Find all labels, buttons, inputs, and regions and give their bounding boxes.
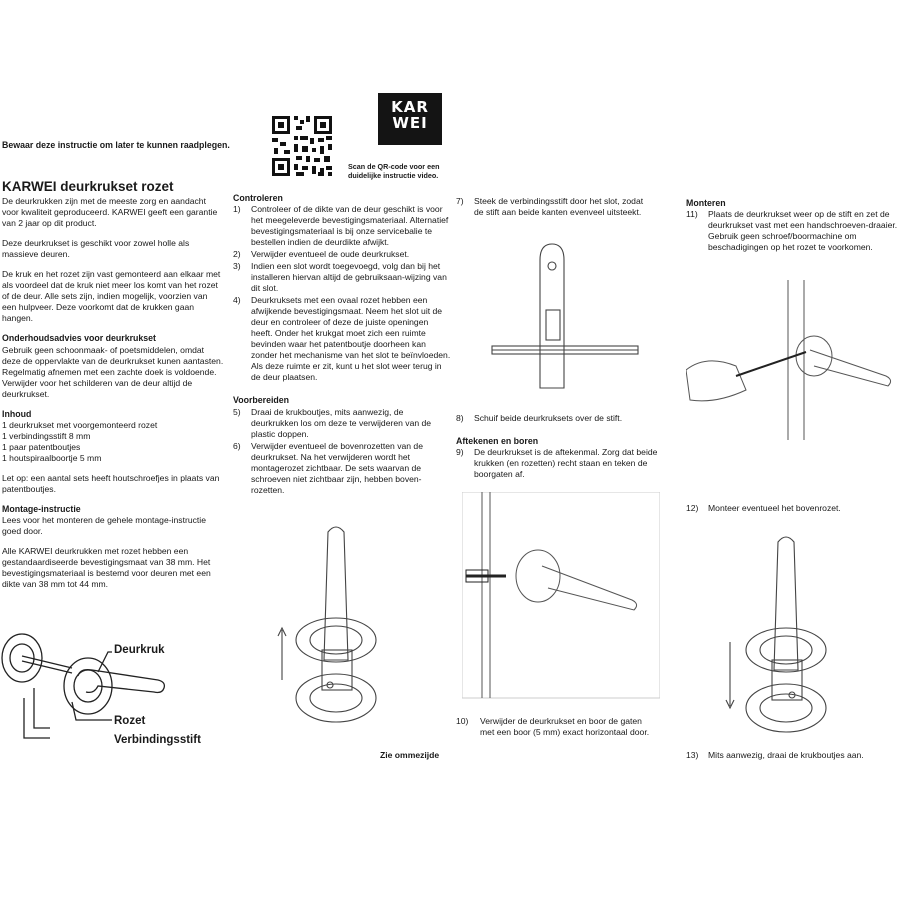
step-4 xyxy=(233,295,451,383)
step-text: Schuif beide deurkruksets over de stift. xyxy=(474,413,623,423)
step-text: Mits aanwezig, draai de krukboutjes aan. xyxy=(708,750,864,760)
list-item: 1 paar patentboutjes xyxy=(2,441,81,452)
top-rosette-illustration xyxy=(722,530,852,735)
step-number: 4) xyxy=(233,295,241,306)
mounted-text: De kruk en het rozet zijn vast gemonteerd aan elkaar met als voordeel dat de kruk niet meer los komt van het rozet of de deur. Alle sets zijn, indien mogelijk, voorzien van een hulpveer. Deze voorkomt dat de krukken gaan hangen. xyxy=(2,269,221,324)
step-text: Deurkruksets met een ovaal rozet hebben een afwijkende bevestigingsmaat. Neem het slot uit de deur en controleer of deze de juiste openingen heeft. Onder het krukgat moet zich een ruimte bevinden waar het patentboutje doorheen kan zonder het mechanisme van het slot te beïnvloeden. Als deze ruimte er zit, kunt u het slot weer terug in de deur plaatsen. xyxy=(251,295,451,383)
step-text: Plaats de deurkrukset weer op de stift en zet de deurkrukset vast met een handschroeven-draaier. Gebruik geen schroef/boormachine om beschadigingen op het rozet te voorkomen. xyxy=(708,209,898,253)
step-number: 6) xyxy=(233,440,241,451)
mount-heading: Monteren xyxy=(686,198,726,208)
label-rozet: Rozet xyxy=(114,715,146,727)
step-number: 3) xyxy=(233,261,241,272)
maintenance-heading: Onderhoudsadvies voor deurkrukset xyxy=(2,333,156,344)
keep-instruction-note: Bewaar deze instructie om later te kunnen raadplegen. xyxy=(2,140,230,150)
mounting-section xyxy=(686,198,898,254)
mounting-heading: Montage-instructie xyxy=(2,503,81,514)
step-5 xyxy=(233,407,451,440)
page-title: KARWEI deurkrukset rozet xyxy=(2,179,174,194)
step-text: Steek de verbindingsstift door het slot, zodat de stift aan beide kanten evenveel uitsteekt. xyxy=(474,196,644,217)
step-number: 13) xyxy=(686,750,699,760)
step-3 xyxy=(233,261,451,294)
step-7 xyxy=(456,196,652,219)
qr-code-icon[interactable] xyxy=(270,114,334,178)
label-deurkruk: Deurkruk xyxy=(114,644,165,656)
step-number: 7) xyxy=(456,196,464,206)
step-text: Controleer of de dikte van de deur geschikt is voor het meegeleverde bevestigingsmateriaal. Alternatief bevestigingsmateriaal is bij onze servicebalie te bestellen indien de deurdikte afwijkt. xyxy=(251,204,449,248)
step-number: 2) xyxy=(233,249,241,260)
screwdriver-mounting-illustration xyxy=(686,280,896,440)
logo-line-1: KAR xyxy=(391,98,429,116)
step-2 xyxy=(233,249,451,260)
intro-text: De deurkrukken zijn met de meeste zorg en aandacht voor kwaliteit geproduceerd. KARWEI geeft een garantie van 2 jaar op dit product. xyxy=(2,196,218,229)
logo-line-2: WEI xyxy=(392,114,428,132)
step-number: 5) xyxy=(233,406,241,417)
step-text: De deurkrukset is de aftekenmal. Zorg dat beide krukken (en rozetten) recht staan en teken de boorgaten af. xyxy=(474,447,658,480)
check-heading: Controleren xyxy=(233,193,283,203)
remove-rosette-illustration xyxy=(272,520,402,735)
list-item: 1 deurkrukset met voorgemonteerd rozet xyxy=(2,419,158,430)
step-12 xyxy=(686,503,898,515)
step-number: 8) xyxy=(456,413,464,423)
contents-list xyxy=(2,420,224,464)
step-10 xyxy=(456,716,658,739)
step-6 xyxy=(233,441,451,496)
step-number: 12) xyxy=(686,503,699,513)
step-text: Verwijder de deurkrukset en boor de gaten met een boor (5 mm) exact horizontaal door. xyxy=(480,716,650,737)
list-item: 1 verbindingsstift 8 mm xyxy=(2,430,91,441)
label-verbindingsstift: Verbindingsstift xyxy=(114,734,201,746)
intro-column xyxy=(2,178,224,599)
step-13 xyxy=(686,750,898,762)
qr-caption-line-1: Scan de QR-code voor een xyxy=(348,162,440,171)
see-overleaf: Zie ommezijde xyxy=(380,750,440,760)
maintenance-text: Gebruik geen schoonmaak- of poetsmiddelen, omdat deze de oppervlakte van de deurkrukset kunen aantasten. Regelmatig afnemen met een zachte doek is voldoende. Verwijder voor het schilderen van de deur altijd de deurkrukset. xyxy=(2,344,224,399)
mounting-text: Lees voor het monteren de gehele montage-instructie goed door. xyxy=(2,515,206,537)
step-number: 11) xyxy=(686,209,698,220)
qr-caption xyxy=(348,162,439,181)
standard-text: Alle KARWEI deurkrukken met rozet hebben een gestandaardiseerde bevestigingsmaat van 38 mm. Het bevestigingsmateriaal is bestemd voor deuren met een dikte van 38 mm tot 44 mm. xyxy=(2,546,211,590)
step-number: 1) xyxy=(233,204,241,215)
step-number: 10) xyxy=(456,716,469,726)
list-item: 1 houtspiraalboortje 5 mm xyxy=(2,452,102,463)
note-text: Let op: een aantal sets heeft houtschroefjes in plaats van patentboutjes. xyxy=(2,472,220,494)
contents-heading: Inhoud xyxy=(2,408,32,419)
mark-drill-holes-illustration xyxy=(462,492,660,700)
step-text: Monteer eventueel het bovenrozet. xyxy=(708,503,841,513)
step-text: Indien een slot wordt toegevoegd, volg dan bij het installeren hiervan altijd de gebruiksaan-wijzing van dit slot. xyxy=(251,261,447,294)
qr-caption-line-2: duidelijke instructie video. xyxy=(348,171,439,181)
suitability-text: Deze deurkrukset is geschikt voor zowel holle als massieve deuren. xyxy=(2,238,190,260)
step-text: Draai de krukboutjes, mits aanwezig, de deurkrukken los om deze te verwijderen van de plastic doppen. xyxy=(251,406,432,439)
mark-heading: Aftekenen en boren xyxy=(456,436,539,446)
step-text: Verwijder eventueel de bovenrozetten van de deurkrukset. Na het verwijderen wordt het montagerozet zichtbaar. De sets waarvan de schroeven niet zichtbaar zijn, hebben boven-rozetten. xyxy=(251,440,423,495)
step-1 xyxy=(233,204,451,248)
marking-section xyxy=(456,436,658,481)
lock-pin-illustration xyxy=(480,240,650,390)
check-column xyxy=(233,193,451,497)
step-8 xyxy=(456,413,652,425)
karwei-logo xyxy=(378,93,442,145)
prepare-heading: Voorbereiden xyxy=(233,395,290,406)
step-number: 9) xyxy=(456,447,464,458)
step-text: Verwijder eventueel de oude deurkrukset. xyxy=(251,249,410,260)
